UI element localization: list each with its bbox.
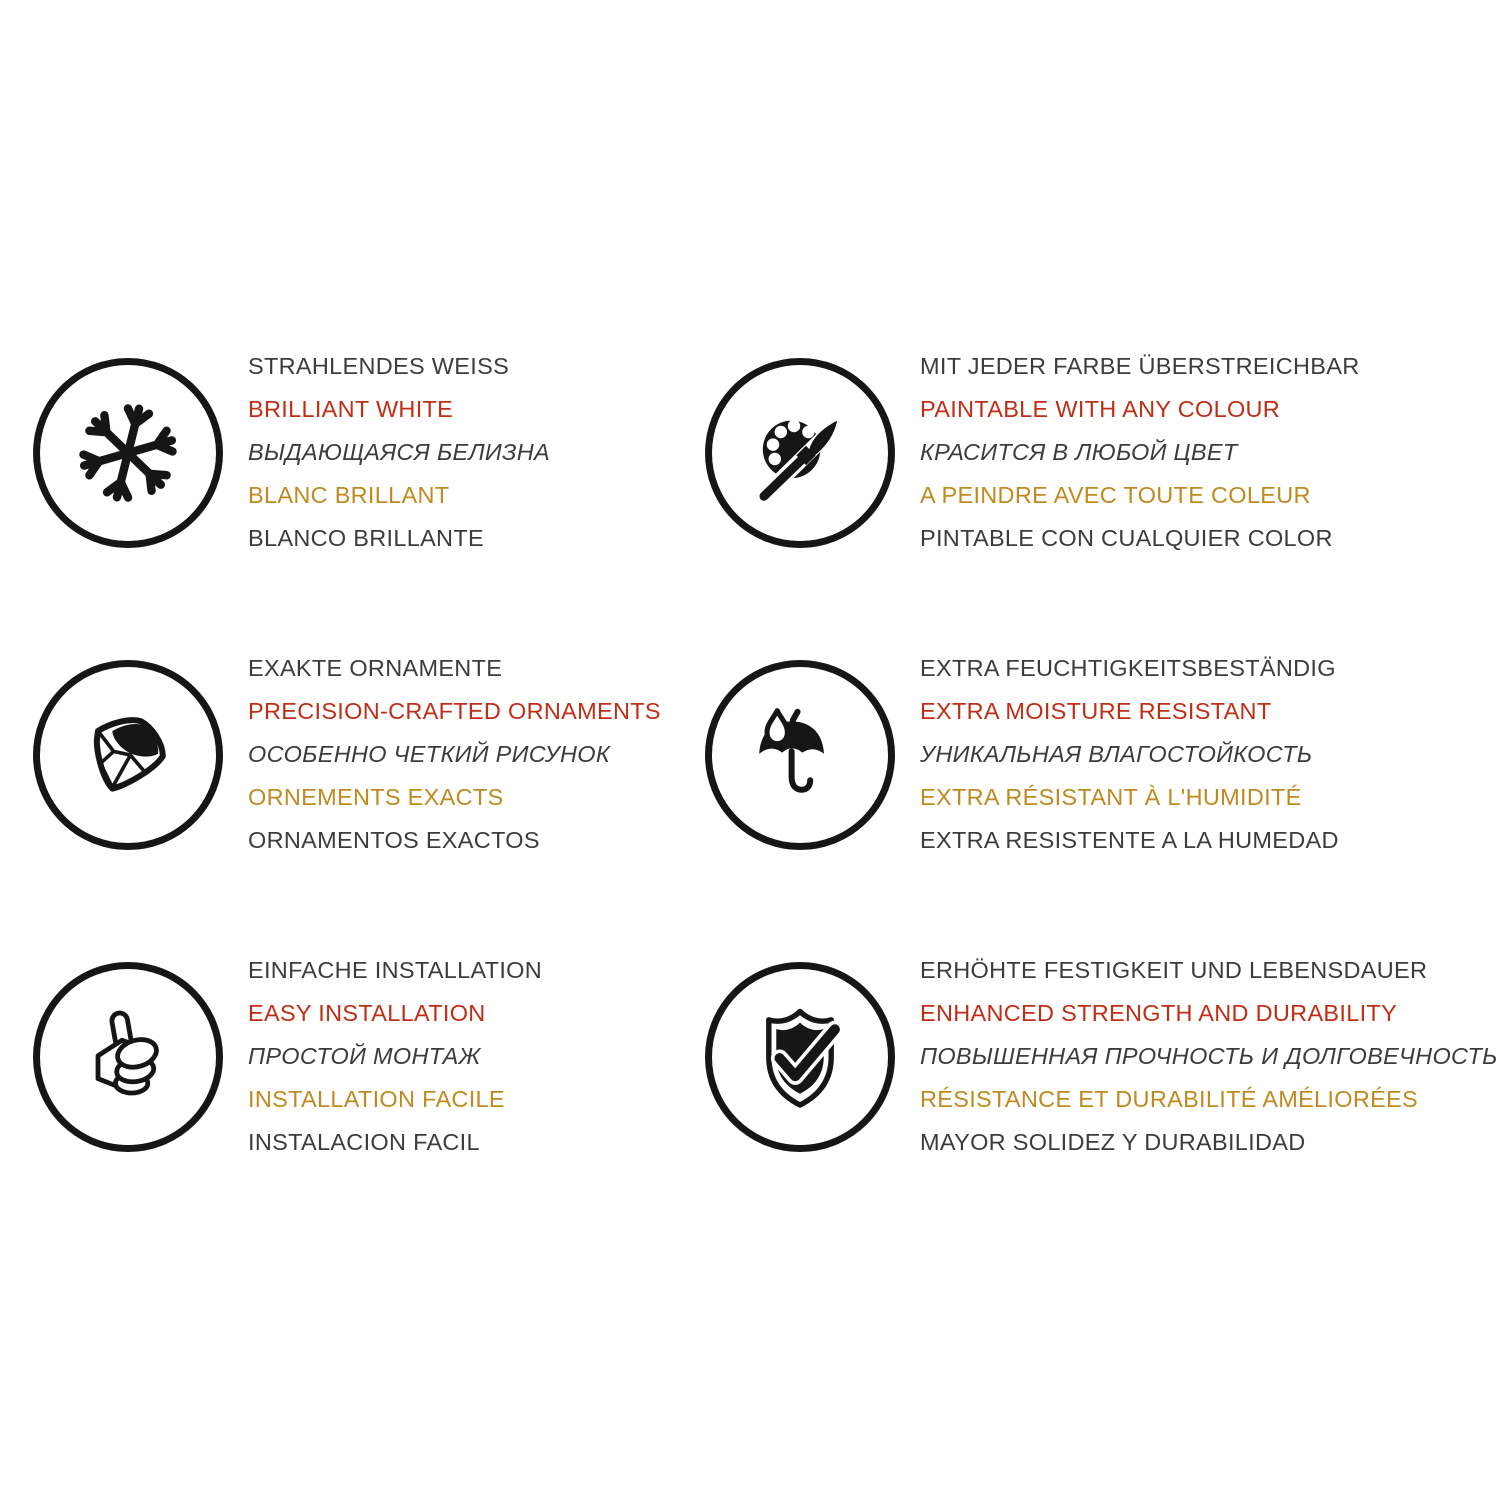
label-es: MAYOR SOLIDEZ Y DURABILIDAD: [920, 1129, 1306, 1155]
label-es: BLANCO BRILLANTE: [248, 525, 484, 551]
label-fr: EXTRA RÉSISTANT À L'HUMIDITÉ: [920, 784, 1302, 810]
label-es: EXTRA RESISTENTE A LA HUMEDAD: [920, 827, 1339, 853]
label-es: INSTALACION FACIL: [248, 1129, 480, 1155]
feature-badge: [705, 962, 895, 1152]
feature-text: [920, 345, 1359, 560]
feature-strength-durability: [705, 949, 1500, 1164]
feature-moisture-resistant: [705, 647, 1500, 862]
label-en: EXTRA MOISTURE RESISTANT: [920, 698, 1272, 724]
feature-badge: [705, 660, 895, 850]
label-de: MIT JEDER FARBE ÜBERSTREICHBAR: [920, 353, 1360, 379]
label-fr: ORNEMENTS EXACTS: [248, 784, 504, 810]
label-ru: КРАСИТСЯ В ЛЮБОЙ ЦВЕТ: [920, 439, 1238, 465]
feature-easy-installation: [33, 949, 705, 1164]
feature-text: [248, 345, 550, 560]
feature-badge: [705, 358, 895, 548]
label-ru: ОСОБЕННО ЧЕТКИЙ РИСУНОК: [248, 741, 610, 767]
feature-text: [248, 949, 542, 1164]
feature-text: [920, 949, 1498, 1164]
feature-badge: [33, 660, 223, 850]
diamond-icon: [68, 695, 188, 815]
label-en: ENHANCED STRENGTH AND DURABILITY: [920, 1000, 1398, 1026]
label-en: BRILLIANT WHITE: [248, 396, 454, 422]
label-ru: ПРОСТОЙ МОНТАЖ: [248, 1043, 481, 1069]
label-ru: ВЫДАЮЩАЯСЯ БЕЛИЗНА: [248, 439, 551, 465]
label-de: STRAHLENDES WEISS: [248, 353, 510, 379]
snowflake-icon: [68, 393, 188, 513]
shield-check-icon: [740, 997, 860, 1117]
palette-icon: [740, 393, 860, 513]
label-fr: RÉSISTANCE ET DURABILITÉ AMÉLIORÉES: [920, 1086, 1419, 1112]
umbrella-icon: [740, 695, 860, 815]
label-fr: BLANC BRILLANT: [248, 482, 450, 508]
feature-paintable: [705, 345, 1500, 560]
feature-brilliant-white: [33, 345, 705, 560]
label-es: PINTABLE CON CUALQUIER COLOR: [920, 525, 1333, 551]
label-de: ERHÖHTE FESTIGKEIT UND LEBENSDAUER: [920, 957, 1428, 983]
feature-text: [248, 647, 661, 862]
feature-text: [920, 647, 1339, 862]
feature-badge: [33, 358, 223, 548]
label-ru: УНИКАЛЬНАЯ ВЛАГОСТОЙКОСТЬ: [920, 741, 1313, 767]
thumbs-up-icon: [68, 997, 188, 1117]
label-de: EINFACHE INSTALLATION: [248, 957, 543, 983]
label-fr: INSTALLATION FACILE: [248, 1086, 505, 1112]
label-es: ORNAMENTOS EXACTOS: [248, 827, 540, 853]
label-de: EXTRA FEUCHTIGKEITSBESTÄNDIG: [920, 655, 1336, 681]
label-en: PRECISION-CRAFTED ORNAMENTS: [248, 698, 661, 724]
feature-badge: [33, 962, 223, 1152]
label-de: EXAKTE ORNAMENTE: [248, 655, 503, 681]
features-grid: [0, 345, 1500, 1164]
label-en: EASY INSTALLATION: [248, 1000, 486, 1026]
feature-precision-ornaments: [33, 647, 705, 862]
label-en: PAINTABLE WITH ANY COLOUR: [920, 396, 1281, 422]
label-ru: ПОВЫШЕННАЯ ПРОЧНОСТЬ И ДОЛГОВЕЧНОСТЬ: [920, 1043, 1498, 1069]
label-fr: A PEINDRE AVEC TOUTE COLEUR: [920, 482, 1311, 508]
